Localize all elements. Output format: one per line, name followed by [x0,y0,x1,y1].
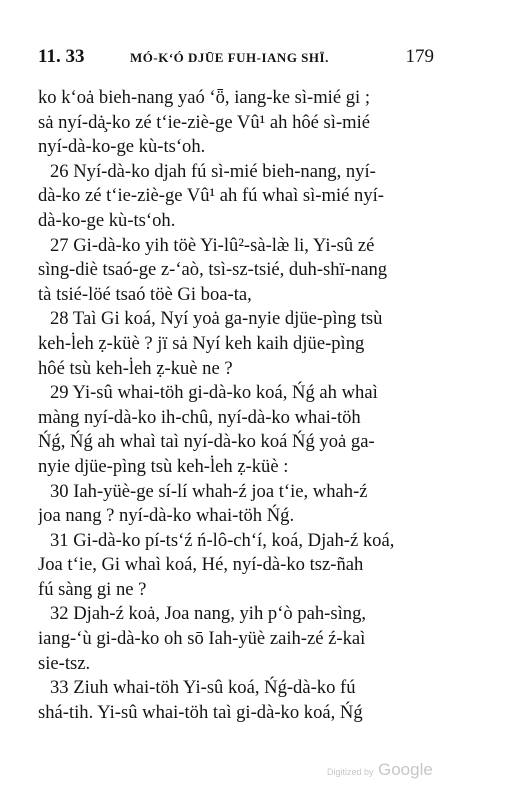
text-line: màng nyí-dà-ko ih-chû, nyí-dà-ko whai-töh [38,406,361,428]
text-line: dà-ko-ge kù-ts‘oh. [38,209,176,231]
text-line: nyí-dà-ko-ge kù-ts‘oh. [38,136,206,158]
body-text [38,86,434,725]
text-line: keh-l̇eh ẓ-küè ? jï sȧ Nyí keh kaih djüe-pìng [38,332,365,354]
chapter-verse-reference: 11. 33 [38,46,85,67]
page-header [38,46,434,70]
text-line: 28 Taì Gi koá, Nyí yoȧ ga-nyie djüe-pìng tsù [50,308,383,330]
digitized-by-google-watermark [327,760,433,780]
text-line: nyie djüe-pìng tsù keh-l̇eh ẓ-küè : [38,455,289,477]
text-line: iang-‘ù gi-dà-ko oh sō Iah-yüè zaih-zé ź-kaì [38,628,366,650]
text-line: 31 Gi-dà-ko pí-ts‘ź ń-lô-ch‘í, koá, Djah-ź koá, [50,529,395,551]
text-line: sȧ nyí-dȧ̧-ko zé t‘ie-ziè-ge Vû¹ ah hôé sì-mié [38,111,371,133]
text-line: fú sàng gi ne ? [38,578,147,600]
text-line: sie-tsz. [38,652,91,674]
text-line: sìng-diè tsaó-ge z-‘aò, tsì-sz-tsié, duh-shï-nang [38,259,388,281]
text-line: 33 Ziuh whai-töh Yi-sû koá, Ńǵ-dà-ko fú [50,677,356,699]
watermark-brand: Google [377,760,433,779]
text-line: 26 Nyí-dà-ko djah fú sì-mié bieh-nang, nyí- [50,160,376,182]
text-line: 30 Iah-yüè-ge sí-lí whah-ź joa t‘ie, whah-ź [50,480,368,502]
text-line: Ńǵ, Ńǵ ah whaì taì nyí-dà-ko koá Ńǵ yoȧ ga- [38,431,375,453]
watermark-prefix: Digitized by [327,767,374,777]
text-line: 32 Djah-ź koȧ, Joa nang, yih p‘ò pah-sìng, [50,603,367,625]
page-number: 179 [405,46,434,67]
text-line: joa nang ? nyí-dà-ko whai-töh Ńǵ. [38,505,295,527]
text-line: hôé tsù keh-l̇eh ẓ-kuè ne ? [38,357,233,379]
text-line: Joa t‘ie, Gi whaì koá, Hé, nyí-dà-ko tsz-ñah [38,554,364,576]
running-title: MÓ-K‘Ó DJŪE FUH-IANG SHÏ. [130,50,329,65]
text-line: 29 Yi-sû whai-töh gi-dà-ko koá, Ńǵ ah whaì [50,382,378,404]
text-line: ko k‘oȧ bieh-nang yaó ‘ȫ, iang-ke sì-mié gi ; [38,87,371,108]
text-line: 27 Gi-dà-ko yih töè Yi-lû²-sà-læ̀ li, Yi-sû zé [50,234,375,256]
text-line: shá-tih. Yi-sû whai-töh taì gi-dà-ko koá, Ńǵ [38,701,363,723]
text-line: tà tsié-löé tsaó töè Gi boa-ta, [38,283,252,305]
text-line: dà-ko zé t‘ie-ziè-ge Vû¹ ah fú whaì sì-mié nyí- [38,185,384,207]
